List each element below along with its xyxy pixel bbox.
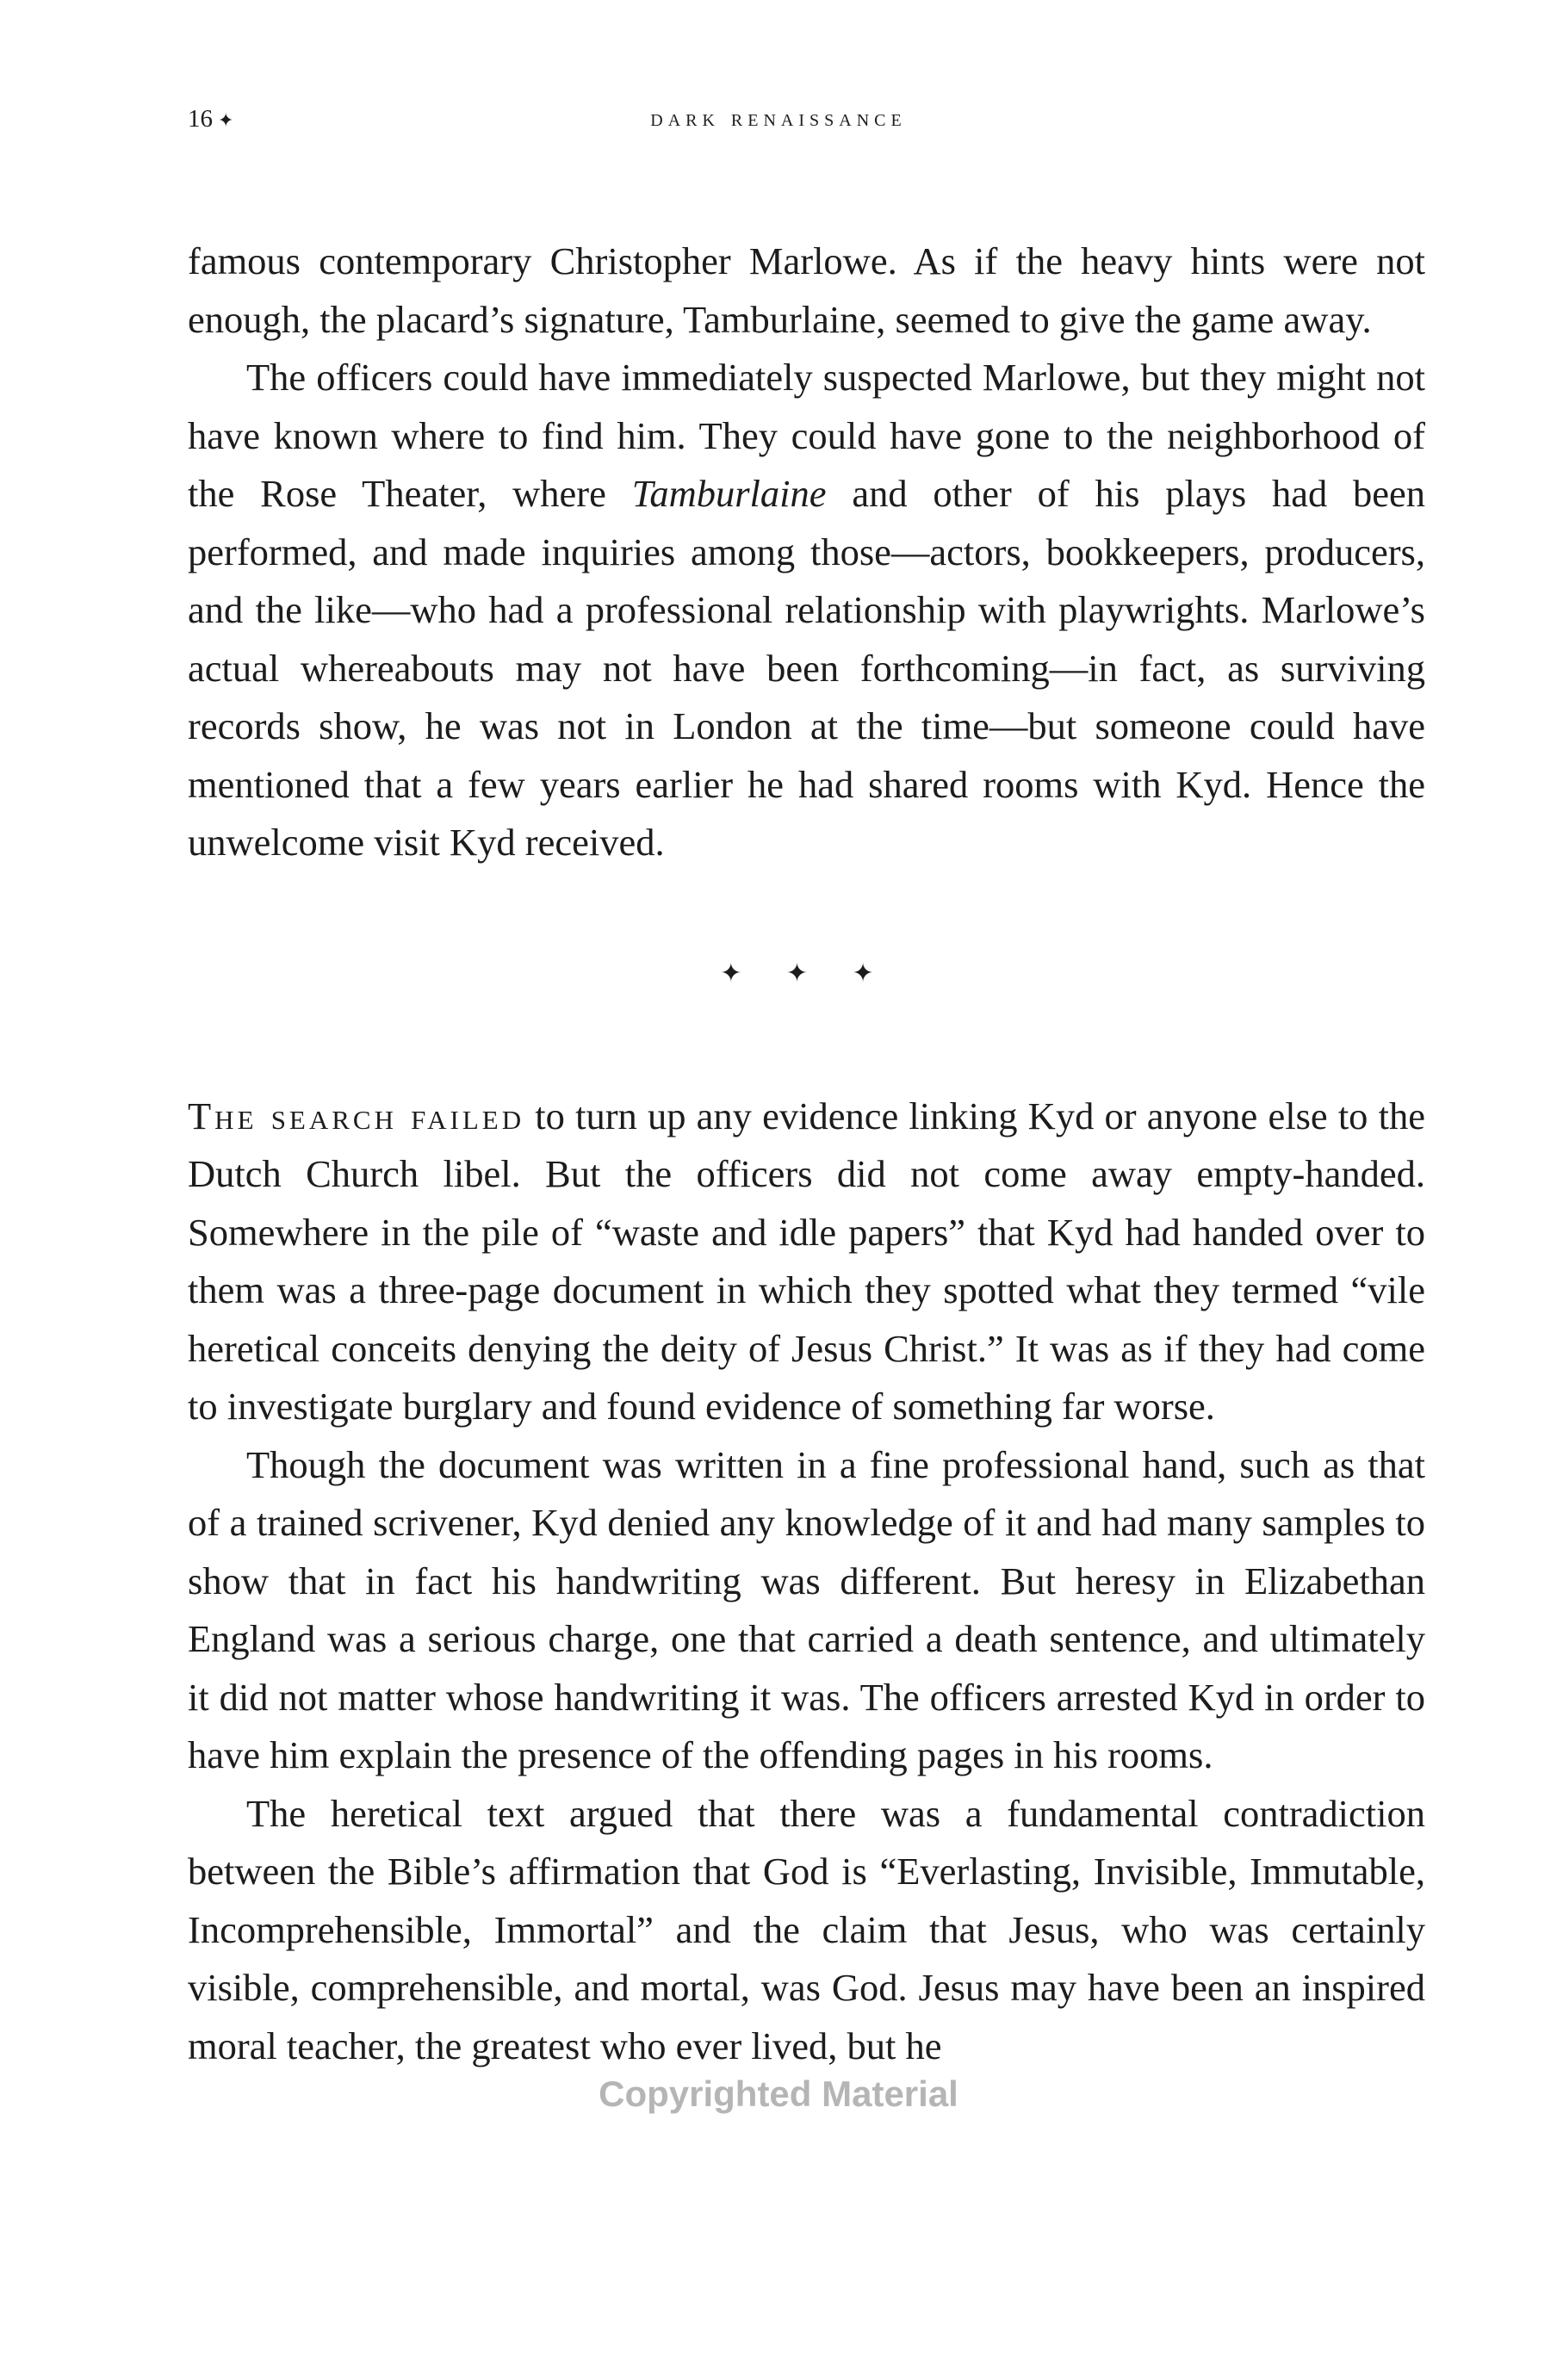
page-number: 16 ✦ (188, 105, 234, 133)
copyright-watermark: Copyrighted Material (599, 2073, 958, 2114)
running-title: dark renaissance (650, 105, 907, 132)
body-text (188, 232, 1425, 2075)
lead-in-smallcaps: The search failed (188, 1094, 525, 1137)
italic-title: Tamburlaine (631, 472, 827, 515)
paragraph: The heretical text argued that there was a fundamental contradiction between the Bible’s affirmation that God is “Everlasting, Invisible, Immutable, Incomprehensible, Immortal” and the claim that Jesus, who was certainly visible, comprehensible, and mortal, was God. Jesus may have been an inspired moral teacher, the greatest who ever lived, but he (188, 1791, 1425, 2067)
paragraph: The search failed to turn up any evidence linking Kyd or anyone else to the Dutch Church libel. But the officers did not come away empty-handed. Somewhere in the pile of “waste and idle papers” that Kyd had handed over to them was a three-page document in which they spotted what they termed “vile heretical conceits denying the deity of Jesus Christ.” It was as if they had come to investigate burglary and found evidence of something far worse. (188, 1094, 1425, 1428)
section-break (188, 872, 1425, 1088)
ornament-icon: ✦ (218, 109, 234, 131)
paragraph: famous contemporary Christopher Marlowe. As if the heavy hints were not enough, the placard’s signature, Tamburlaine, seemed to give the game away. (188, 239, 1425, 341)
page-header (188, 105, 1369, 143)
section-break-ornament-icon: ✦ ✦ ✦ (720, 958, 893, 988)
paragraph: Though the document was written in a fine professional hand, such as that of a trained scrivener, Kyd denied any knowledge of it and had many samples to show that in fact his handwriting was different. But heresy in Elizabethan England was a serious charge, one that carried a death sentence, and ultimately it did not matter whose handwriting it was. The officers arrested Kyd in order to have him explain the presence of the offending pages in his rooms. (188, 1442, 1425, 1776)
paragraph: The officers could have immediately suspected Marlowe, but they might not have known where to find him. They could have gone to the neighborhood of the Rose Theater, where Tamburlaine and other of his plays had been performed, and made inquiries among those—actors, bookkeepers, producers, and the like—who had a professional relationship with playwrights. Marlowe’s actual whereabouts may not have been forthcoming—in fact, as surviving records show, he was not in London at the time—but someone could have mentioned that a few years earlier he had shared rooms with Kyd. Hence the unwelcome visit Kyd received. (188, 356, 1426, 864)
